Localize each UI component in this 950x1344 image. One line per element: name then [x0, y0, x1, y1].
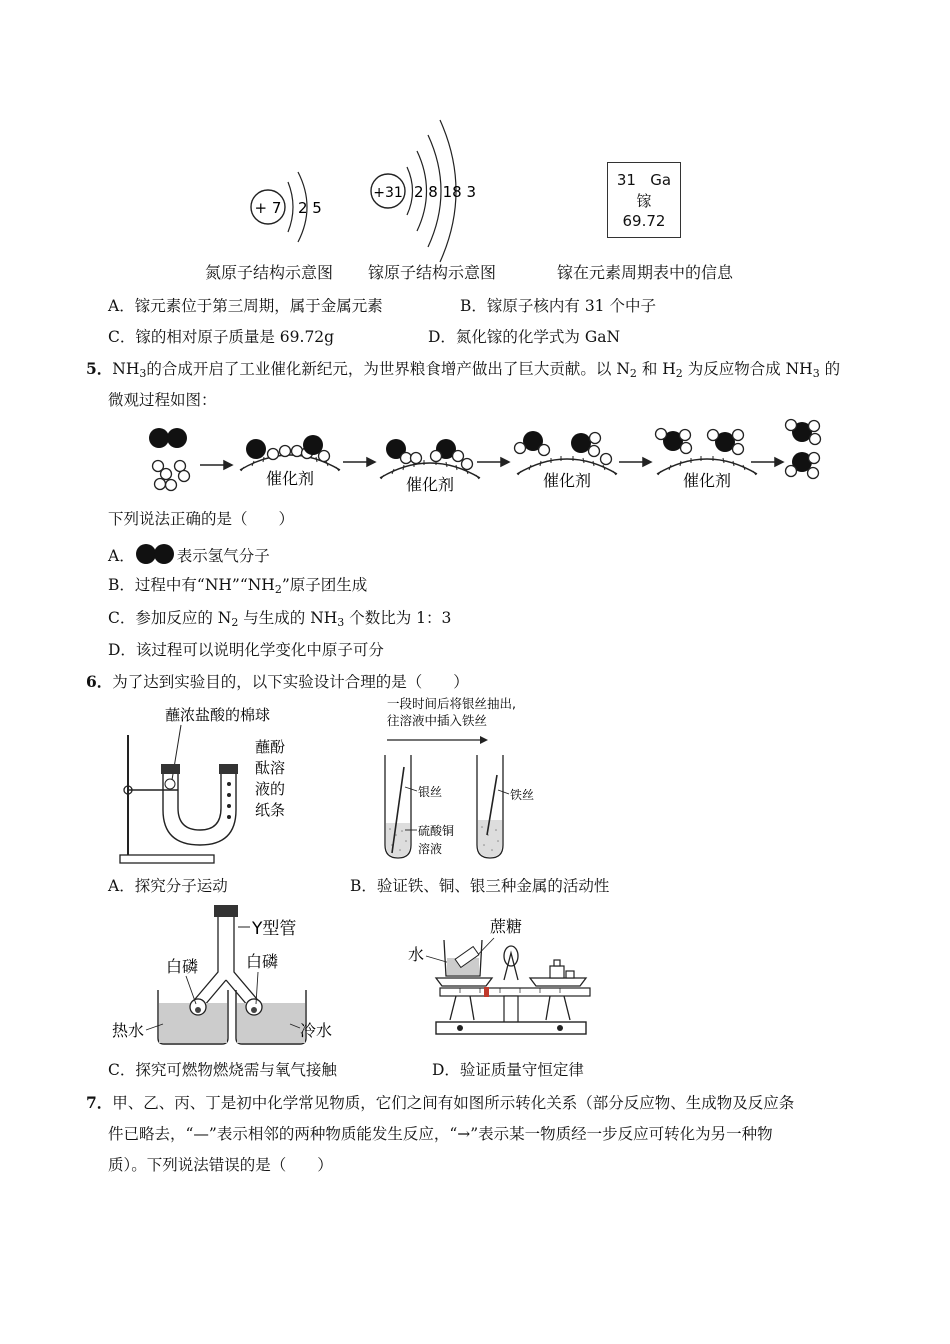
atomic-mass: 69.72 — [622, 212, 666, 230]
procedure-line1: 一段时间后将银丝抽出, — [387, 696, 516, 711]
q4-option-b: B．镓原子核内有 31 个中子 — [460, 297, 656, 315]
gallium-atom-diagram — [362, 115, 492, 265]
q5-stem-line2: 微观过程如图： — [108, 391, 217, 409]
element-symbol: Ga — [650, 171, 672, 189]
white-phosphorus-label-1: 白磷 — [166, 957, 199, 976]
periodic-table-cell — [607, 162, 681, 238]
nh3-synthesis-process — [140, 418, 830, 500]
q6-option-a: A．探究分子运动 — [108, 877, 228, 895]
nitrogen-nucleus: + 7 — [254, 199, 282, 217]
copper-sulfate-label-2: 溶液 — [418, 842, 443, 856]
q5-number: 5． — [86, 359, 113, 378]
q7-stem-line2: 件已略去，“—”表示相邻的两种物质能发生反应，“→”表示某一物质经一步反应可转化为另一种物 — [108, 1125, 773, 1143]
y-tube-label: Y型管 — [252, 919, 297, 939]
silver-wire-label: 银丝 — [418, 785, 443, 799]
paper-strip-label-4: 纸条 — [255, 801, 286, 819]
catalyst-label-1: 催化剂 — [265, 469, 315, 488]
u-tube-apparatus — [108, 700, 308, 868]
water-label: 水 — [408, 945, 425, 964]
cotton-ball-label: 蘸浓盐酸的棉球 — [165, 706, 271, 724]
paper-strip-label-1: 蘸酚 — [255, 738, 286, 756]
two-black-atoms-icon — [135, 543, 177, 565]
paper-strip-label-2: 酞溶 — [255, 759, 286, 777]
q4-option-a: A．镓元素位于第三周期，属于金属元素 — [108, 297, 383, 315]
n2-molecule — [149, 428, 187, 448]
q4-option-c: C．镓的相对原子质量是 69.72g — [108, 328, 335, 346]
q7-number: 7． — [86, 1093, 113, 1112]
q5-option-d: D．该过程可以说明化学变化中原子可分 — [108, 641, 384, 659]
procedure-line2: 往溶液中插入铁丝 — [387, 713, 488, 728]
catalyst-label-2: 催化剂 — [405, 475, 455, 494]
nitrogen-caption: 氮原子结构示意图 — [205, 263, 334, 282]
copper-sulfate-label-1: 硫酸铜 — [418, 824, 455, 838]
q5-option-c: C．参加反应的 $N_2$ 与生成的 $NH_3$ 个数比为 1：3 — [108, 609, 452, 629]
periodic-caption: 镓在元素周期表中的信息 — [557, 263, 734, 282]
balance-apparatus — [400, 908, 600, 1048]
gallium-nucleus: +31 — [373, 185, 403, 201]
white-phosphorus-label-2: 白磷 — [246, 952, 279, 971]
h2-molecules — [153, 461, 190, 491]
q7-stem-line1: 7．甲、乙、丙、丁是初中化学常见物质，它们之间有如图所示转化关系（部分反应物、生成物及反应条 — [86, 1093, 795, 1112]
element-name: 镓 — [636, 192, 652, 210]
catalyst-label-4: 催化剂 — [682, 471, 732, 490]
q4-option-d: D．氮化镓的化学式为 GaN — [428, 328, 621, 346]
hot-water-label: 热水 — [112, 1021, 145, 1040]
gallium-caption: 镓原子结构示意图 — [368, 263, 497, 282]
q5-option-b: B．过程中有“$NH”“NH_2$”原子团生成 — [108, 576, 368, 596]
catalyst-label-3: 催化剂 — [542, 471, 592, 490]
y-tube-apparatus — [108, 900, 368, 1050]
q6-option-b: B．验证铁、铜、银三种金属的活动性 — [350, 877, 610, 895]
metal-activity-tubes — [372, 695, 572, 865]
q5-option-a: A． 表示氢气分子 — [108, 543, 270, 566]
nitrogen-shells: 2 5 — [298, 199, 322, 217]
cold-water-label: 冷水 — [300, 1021, 333, 1040]
q6-option-c: C．探究可燃物燃烧需与氧气接触 — [108, 1061, 337, 1079]
paper-strip-label-3: 液的 — [255, 780, 286, 798]
atomic-number: 31 — [616, 171, 636, 189]
nitrogen-atom-diagram — [240, 160, 360, 250]
q6-stem: 6．为了达到实验目的，以下实验设计合理的是（ ） — [86, 672, 469, 691]
gallium-shells: 2 8 18 3 — [414, 183, 477, 201]
q6-number: 6． — [86, 672, 113, 691]
q5-stem-line1: 5．$NH_3$的合成开启了工业催化新纪元，为世界粮食增产做出了巨大贡献。以 $N_2$ 和 $H_2$ 为反应物合成 $NH_3$ 的 — [86, 359, 841, 380]
q6-option-d: D．验证质量守恒定律 — [432, 1061, 584, 1079]
sucrose-label: 蔗糖 — [490, 917, 523, 936]
q7-stem-line3: 质）。下列说法错误的是（ ） — [108, 1156, 333, 1174]
iron-wire-label: 铁丝 — [510, 788, 535, 802]
q5-prompt: 下列说法正确的是（ ） — [108, 510, 295, 528]
